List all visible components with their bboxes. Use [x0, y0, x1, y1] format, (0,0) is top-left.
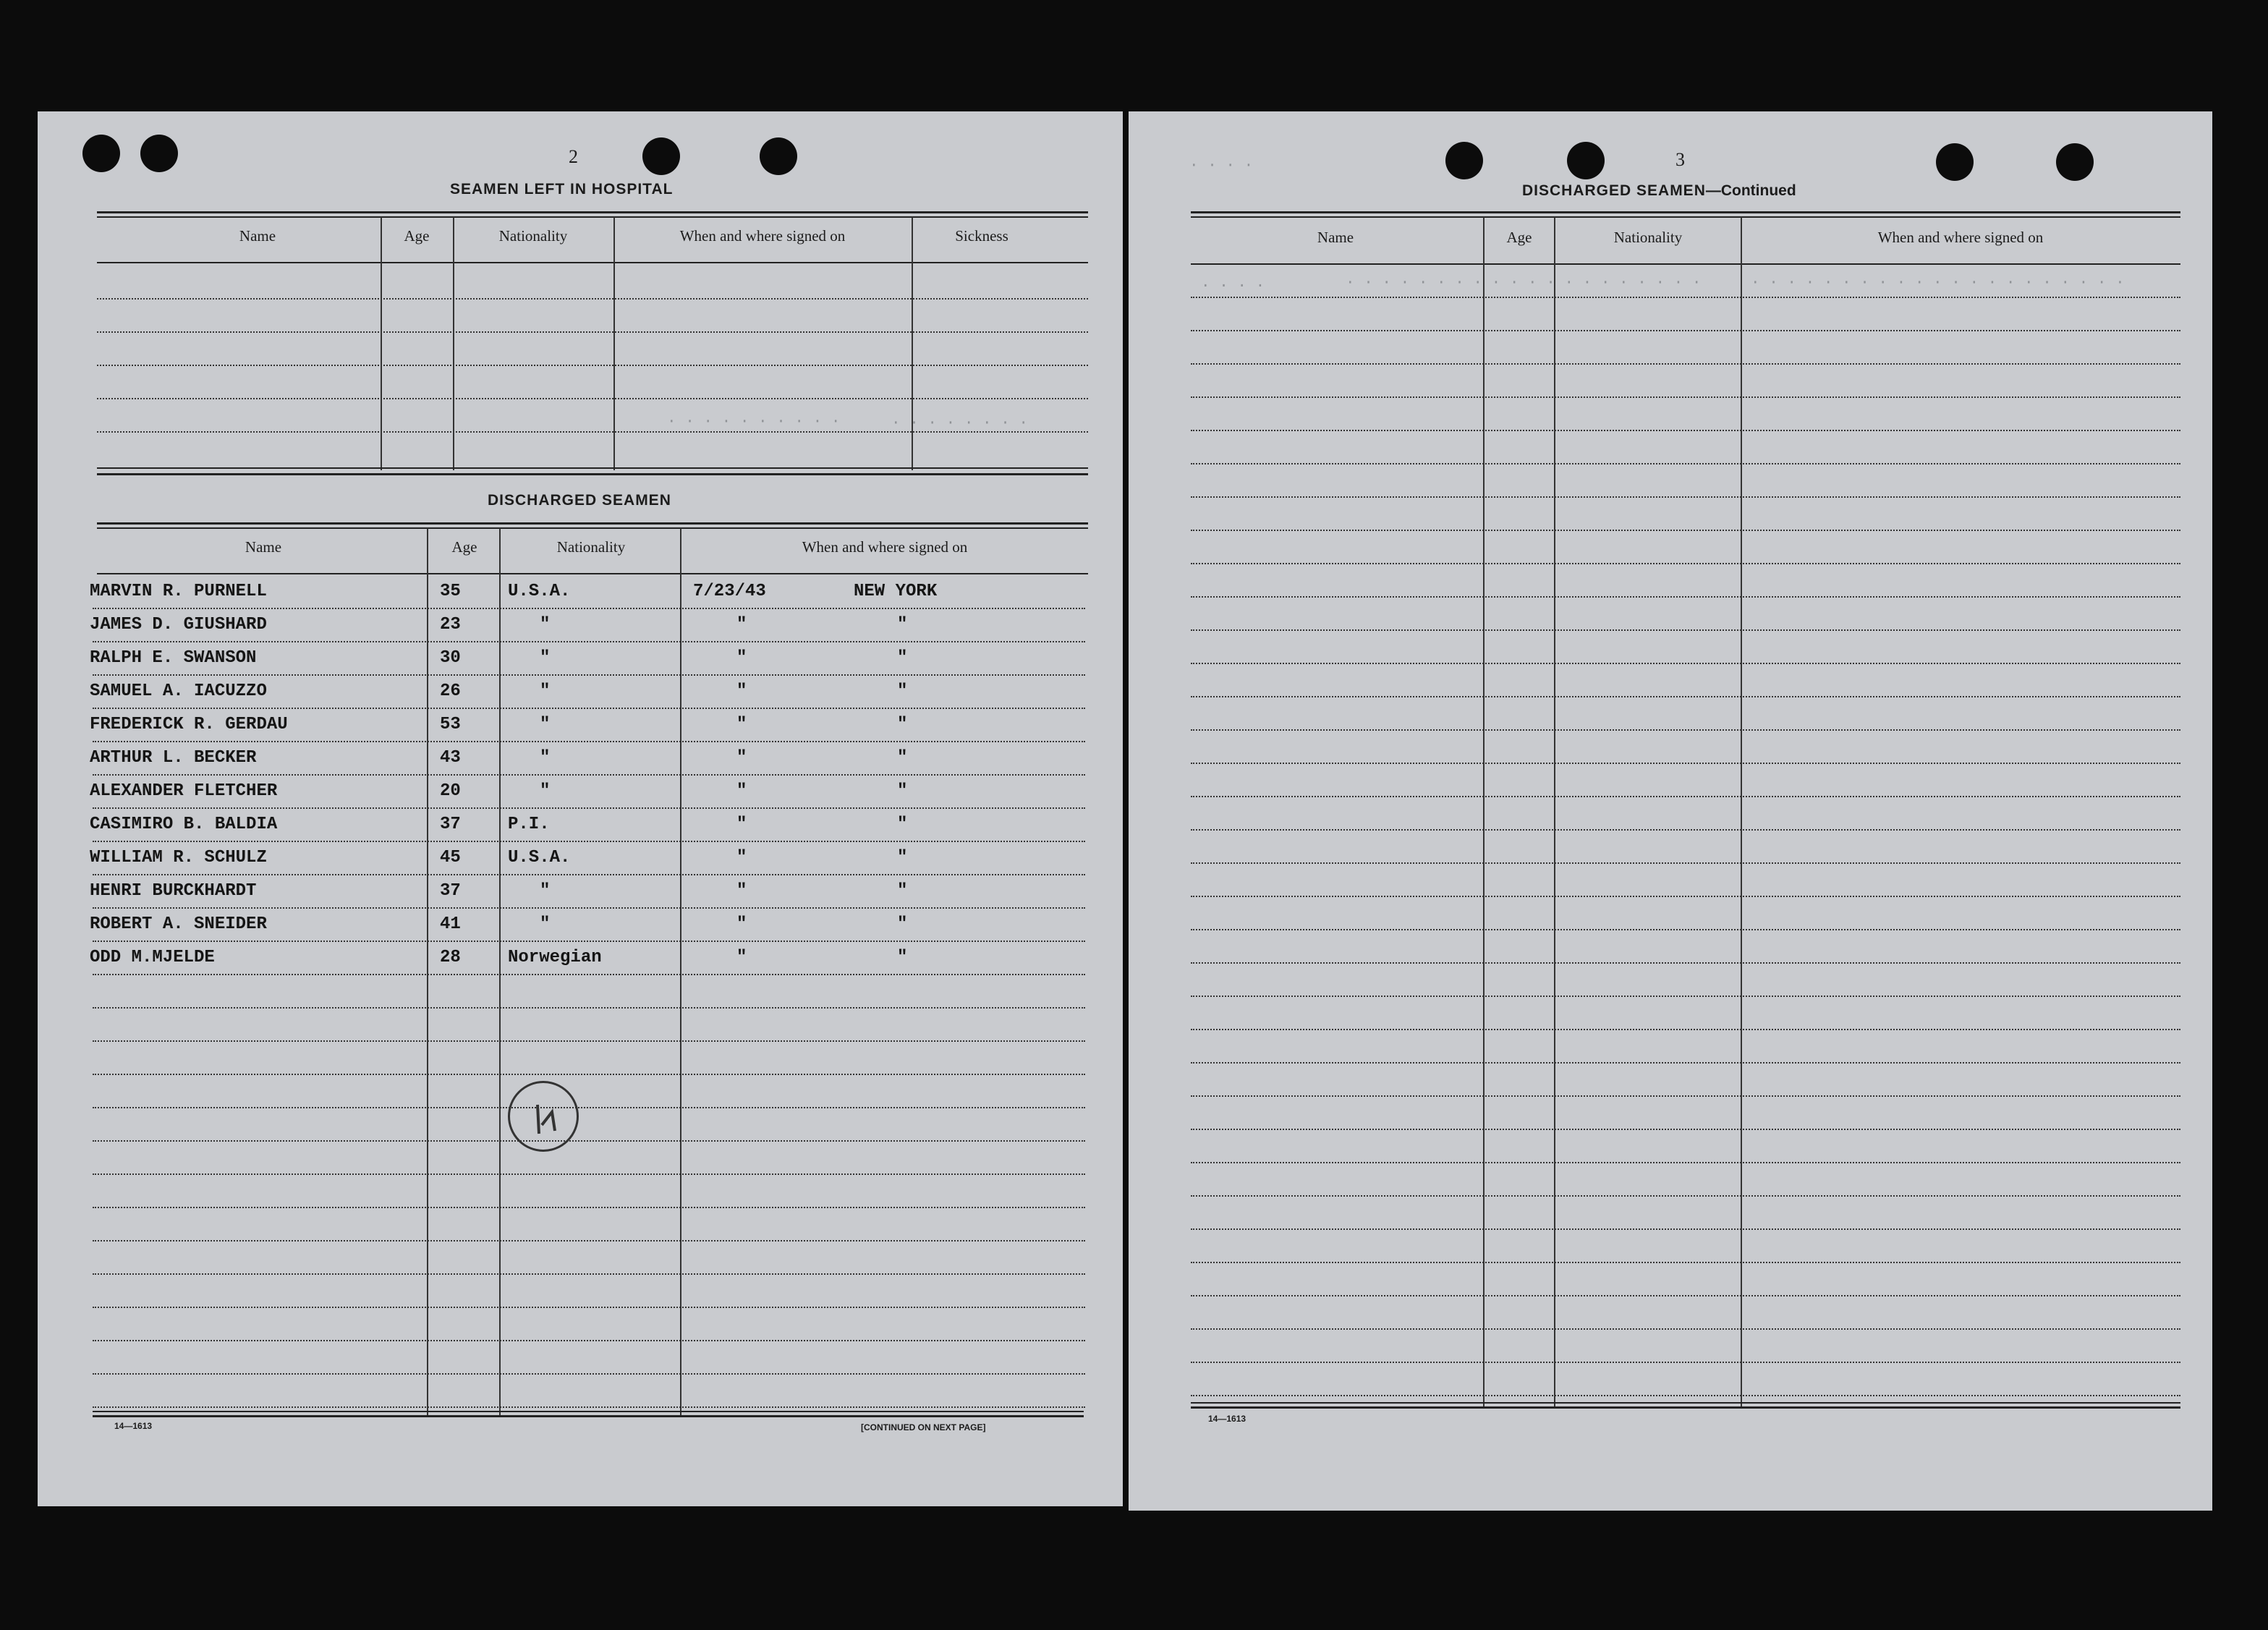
hospital-col-signed-on: When and where signed on	[679, 227, 846, 245]
ruled-line	[1191, 297, 2180, 298]
punch-hole	[82, 135, 120, 172]
punch-hole	[642, 137, 680, 175]
continued-col-name: Name	[1317, 229, 1354, 246]
ruled-line	[93, 1373, 1085, 1375]
ruled-line	[93, 941, 1085, 942]
title-suffix: —Continued	[1705, 182, 1796, 199]
seaman-signed-date: "	[736, 615, 747, 634]
ruled-line	[1191, 1195, 2180, 1197]
ruled-line	[93, 708, 1085, 709]
seaman-signed-date: "	[736, 648, 747, 668]
hospital-col-sickness: Sickness	[955, 227, 1008, 245]
seaman-signed-place: "	[897, 815, 908, 834]
seaman-signed-place: "	[897, 682, 908, 701]
seaman-signed-place: "	[897, 781, 908, 801]
ruled-line	[1191, 862, 2180, 864]
seaman-signed-date: "	[736, 815, 747, 834]
left-page	[38, 111, 1123, 1506]
ruled-line	[1191, 363, 2180, 365]
ruled-line	[93, 841, 1085, 842]
ruled-line	[1191, 1362, 2180, 1363]
ruled-line	[1191, 530, 2180, 531]
seaman-name: FREDERICK R. GERDAU	[90, 715, 288, 734]
continued-col-nationality: Nationality	[1613, 229, 1683, 246]
ruled-line	[1191, 430, 2180, 431]
discharged-continued-title	[1522, 182, 1796, 200]
ruled-line	[1191, 1095, 2180, 1097]
seaman-age: 23	[440, 615, 461, 634]
hospital-col-age: Age	[404, 227, 430, 245]
seaman-name: ARTHUR L. BECKER	[90, 748, 257, 768]
seaman-signed-place: "	[897, 881, 908, 901]
seaman-signed-place: "	[897, 948, 908, 967]
bleed-through-text: · · · · · · · ·	[891, 415, 1029, 432]
bleed-through-text: · · · · · · · · · · · · · · · · · · · ·	[1346, 275, 1702, 292]
discharged-col-name: Name	[245, 538, 282, 556]
ruled-line	[1191, 729, 2180, 731]
ruled-line	[93, 608, 1085, 609]
seaman-signed-date: 7/23/43	[693, 582, 766, 601]
seaman-signed-place: NEW YORK	[854, 582, 938, 601]
punch-hole	[1567, 142, 1605, 179]
seaman-age: 53	[440, 715, 461, 734]
bleed-through-text: · · · · · · · · · ·	[667, 414, 841, 430]
seaman-nationality: U.S.A.	[508, 848, 571, 867]
seaman-age: 37	[440, 881, 461, 901]
seaman-name: ODD M.MJELDE	[90, 948, 215, 967]
ruled-line	[1191, 463, 2180, 464]
continued-note: [CONTINUED ON NEXT PAGE]	[861, 1422, 986, 1432]
right-page	[1129, 111, 2212, 1511]
seaman-age: 26	[440, 682, 461, 701]
ruled-line	[1191, 796, 2180, 797]
seaman-age: 37	[440, 815, 461, 834]
seaman-name: RALPH E. SWANSON	[90, 648, 257, 668]
form-number: 14—1613	[1208, 1414, 1246, 1424]
ruled-line	[93, 1240, 1085, 1241]
ruled-line	[1191, 996, 2180, 997]
continued-col-signed-on: When and where signed on	[1877, 229, 2044, 246]
ruled-line	[1191, 596, 2180, 598]
ruled-line	[93, 974, 1085, 975]
seaman-signed-place: "	[897, 914, 908, 934]
punch-hole	[760, 137, 797, 175]
seaman-nationality: Norwegian	[508, 948, 602, 967]
seaman-age: 41	[440, 914, 461, 934]
seaman-nationality: "	[540, 715, 551, 734]
ruled-line	[93, 1074, 1085, 1075]
ruled-line	[93, 807, 1085, 809]
seaman-signed-place: "	[897, 615, 908, 634]
form-number: 14—1613	[114, 1421, 153, 1431]
seaman-name: HENRI BURCKHARDT	[90, 881, 257, 901]
ruled-line	[93, 907, 1085, 909]
page-number: 2	[569, 146, 578, 167]
ruled-line	[93, 1007, 1085, 1009]
ruled-line	[1191, 962, 2180, 964]
seaman-age: 28	[440, 948, 461, 967]
seaman-name: ROBERT A. SNEIDER	[90, 914, 267, 934]
seaman-nationality: P.I.	[508, 815, 550, 834]
ruled-line	[1191, 696, 2180, 697]
ruled-line	[93, 1307, 1085, 1308]
punch-hole	[1936, 143, 1974, 181]
seaman-name: SAMUEL A. IACUZZO	[90, 682, 267, 701]
seaman-age: 45	[440, 848, 461, 867]
ruled-line	[1191, 763, 2180, 764]
seaman-age: 35	[440, 582, 461, 601]
ruled-line	[93, 1207, 1085, 1208]
handwritten-circle-mark	[508, 1081, 579, 1152]
ruled-line	[1191, 1228, 2180, 1230]
discharged-col-nationality: Nationality	[556, 538, 626, 556]
continued-col-age: Age	[1506, 229, 1532, 246]
seaman-signed-date: "	[736, 748, 747, 768]
punch-hole	[2056, 143, 2094, 181]
ruled-line	[93, 1273, 1085, 1275]
ruled-line	[1191, 1029, 2180, 1030]
punch-hole	[1445, 142, 1483, 179]
seaman-signed-place: "	[897, 648, 908, 668]
ruled-line	[93, 774, 1085, 776]
seaman-age: 43	[440, 748, 461, 768]
seaman-name: CASIMIRO B. BALDIA	[90, 815, 278, 834]
seaman-nationality: "	[540, 914, 551, 934]
ruled-line	[93, 674, 1085, 676]
seaman-nationality: "	[540, 748, 551, 768]
seaman-signed-date: "	[736, 848, 747, 867]
ruled-line	[1191, 496, 2180, 498]
hospital-col-nationality: Nationality	[498, 227, 568, 245]
ruled-line	[1191, 829, 2180, 831]
seaman-nationality: "	[540, 881, 551, 901]
bleed-through-text: · · · · · · · · · · · · · · · · · · · · ·	[1751, 275, 2125, 292]
seaman-name: MARVIN R. PURNELL	[90, 582, 267, 601]
hospital-section-title: SEAMEN LEFT IN HOSPITAL	[450, 181, 674, 198]
discharged-col-signed-on: When and where signed on	[802, 538, 968, 556]
ruled-line	[93, 741, 1085, 742]
ruled-line	[1191, 929, 2180, 930]
ruled-line	[1191, 1129, 2180, 1130]
seaman-signed-place: "	[897, 715, 908, 734]
ruled-line	[1191, 563, 2180, 564]
ruled-line	[93, 874, 1085, 875]
ruled-line	[93, 1406, 1085, 1408]
punch-hole	[140, 135, 178, 172]
seaman-signed-place: "	[897, 848, 908, 867]
seaman-nationality: "	[540, 781, 551, 801]
ruled-line	[1191, 1395, 2180, 1396]
bleed-through-text: · · · ·	[1189, 158, 1254, 174]
seaman-signed-date: "	[736, 914, 747, 934]
ruled-line	[93, 1107, 1085, 1108]
seaman-name: ALEXANDER FLETCHER	[90, 781, 278, 801]
ruled-line	[1191, 1062, 2180, 1064]
seaman-signed-date: "	[736, 881, 747, 901]
discharged-col-age: Age	[451, 538, 477, 556]
ruled-line	[93, 1340, 1085, 1341]
ruled-line	[1191, 1162, 2180, 1163]
title-text: DISCHARGED SEAMEN	[1522, 182, 1706, 199]
ruled-line	[1191, 330, 2180, 331]
seaman-age: 20	[440, 781, 461, 801]
seaman-signed-date: "	[736, 948, 747, 967]
ruled-line	[1191, 1295, 2180, 1296]
seaman-signed-date: "	[736, 781, 747, 801]
seaman-age: 30	[440, 648, 461, 668]
seaman-signed-date: "	[736, 682, 747, 701]
ruled-line	[1191, 629, 2180, 631]
ruled-line	[93, 1040, 1085, 1042]
seaman-nationality: "	[540, 682, 551, 701]
ruled-line	[93, 1173, 1085, 1175]
hospital-col-name: Name	[239, 227, 276, 245]
seaman-nationality: "	[540, 615, 551, 634]
seaman-name: JAMES D. GIUSHARD	[90, 615, 267, 634]
ruled-line	[93, 1140, 1085, 1142]
bleed-through-text: . . . .	[1201, 275, 1265, 292]
ruled-line	[1191, 1262, 2180, 1263]
page-number: 3	[1675, 149, 1685, 170]
seaman-nationality: "	[540, 648, 551, 668]
seaman-signed-place: "	[897, 748, 908, 768]
ruled-line	[1191, 896, 2180, 897]
ruled-line	[93, 641, 1085, 642]
ruled-line	[1191, 663, 2180, 664]
seaman-signed-date: "	[736, 715, 747, 734]
seaman-nationality: U.S.A.	[508, 582, 571, 601]
ruled-line	[1191, 396, 2180, 398]
seaman-name: WILLIAM R. SCHULZ	[90, 848, 267, 867]
discharged-section-title: DISCHARGED SEAMEN	[488, 492, 671, 509]
ruled-line	[1191, 1328, 2180, 1330]
